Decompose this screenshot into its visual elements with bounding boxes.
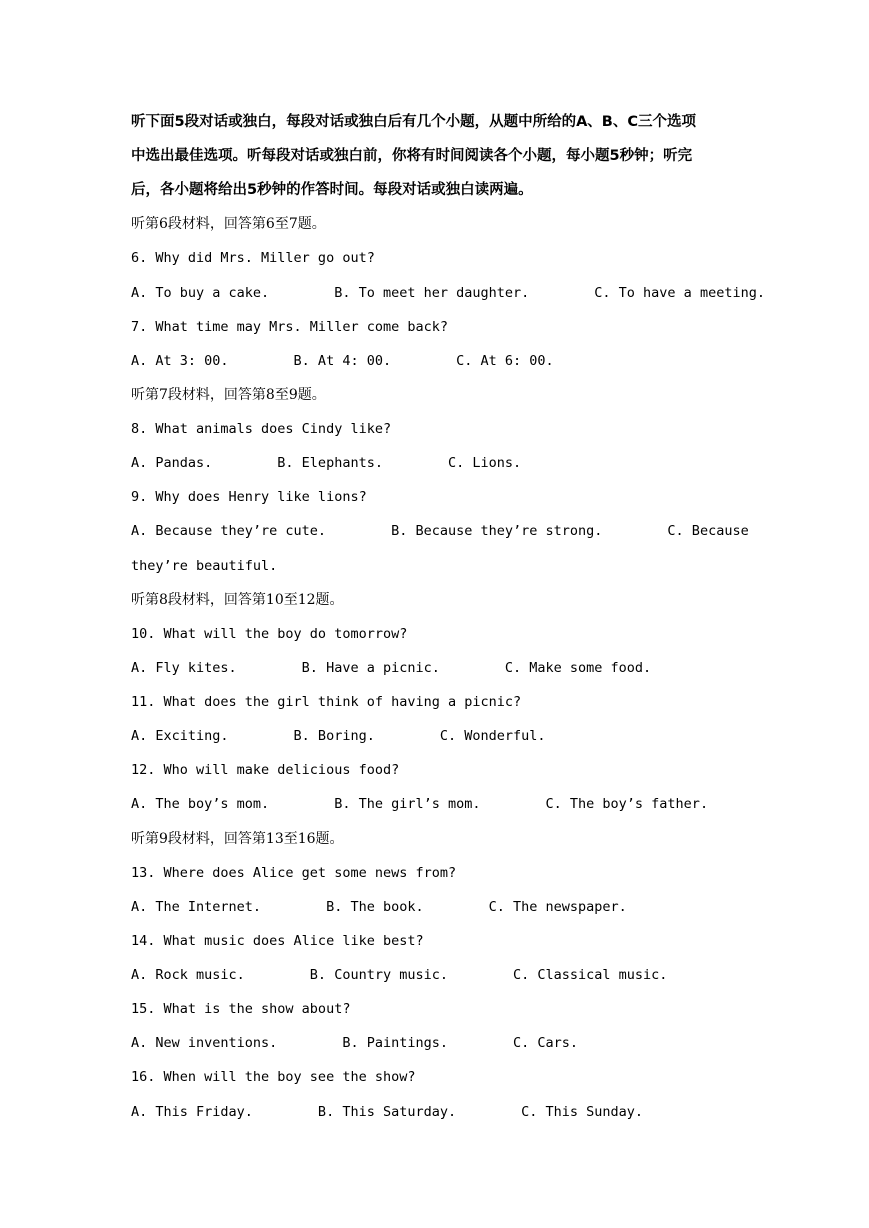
- answer-options: A. This Friday. B. This Saturday. C. This Sunday.: [131, 1104, 644, 1120]
- question-text: 10. What will the boy do tomorrow?: [131, 626, 408, 642]
- answer-options: A. Pandas. B. Elephants. C. Lions.: [131, 455, 522, 471]
- question-text: 9. Why does Henry like lions?: [131, 489, 367, 505]
- section-heading: 听第7段材料，回答第8至9题。: [131, 387, 326, 403]
- question-text: 13. Where does Alice get some news from?: [131, 865, 457, 881]
- answer-options: A. The Internet. B. The book. C. The newspaper.: [131, 899, 627, 915]
- answer-options: A. Rock music. B. Country music. C. Classical music.: [131, 967, 668, 983]
- question-text: 14. What music does Alice like best?: [131, 933, 424, 949]
- answer-options: A. Because they’re cute. B. Because they’re strong. C. Because: [131, 523, 749, 539]
- question-text: 15. What is the show about?: [131, 1001, 351, 1017]
- instructions-line-1: 听下面5段对话或独白，每段对话或独白后有几个小题，从题中所给的A、B、C三个选项: [131, 114, 697, 130]
- question-text: 7. What time may Mrs. Miller come back?: [131, 319, 448, 335]
- answer-options: A. The boy’s mom. B. The girl’s mom. C. The boy’s father.: [131, 796, 709, 812]
- question-text: 6. Why did Mrs. Miller go out?: [131, 250, 375, 266]
- section-heading: 听第6段材料，回答第6至7题。: [131, 216, 326, 232]
- answer-options: A. New inventions. B. Paintings. C. Cars.: [131, 1035, 579, 1051]
- section-heading: 听第9段材料，回答第13至16题。: [131, 831, 344, 847]
- question-text: 11. What does the girl think of having a picnic?: [131, 694, 522, 710]
- answer-options: A. Fly kites. B. Have a picnic. C. Make some food.: [131, 660, 652, 676]
- answer-options: A. Exciting. B. Boring. C. Wonderful.: [131, 728, 546, 744]
- section-heading: 听第8段材料，回答第10至12题。: [131, 592, 344, 608]
- question-text: 16. When will the boy see the show?: [131, 1069, 416, 1085]
- instructions-line-2: 中选出最佳选项。听每段对话或独白前，你将有时间阅读各个小题，每小题5秒钟；听完: [131, 148, 693, 164]
- answer-options: A. At 3: 00. B. At 4: 00. C. At 6: 00.: [131, 353, 554, 369]
- question-text: 8. What animals does Cindy like?: [131, 421, 392, 437]
- answer-options: A. To buy a cake. B. To meet her daughter. C. To have a meeting.: [131, 285, 765, 301]
- instructions-line-3: 后，各小题将给出5秒钟的作答时间。每段对话或独白读两遍。: [131, 182, 533, 198]
- answer-options-continued: they’re beautiful.: [131, 558, 278, 574]
- question-text: 12. Who will make delicious food?: [131, 762, 400, 778]
